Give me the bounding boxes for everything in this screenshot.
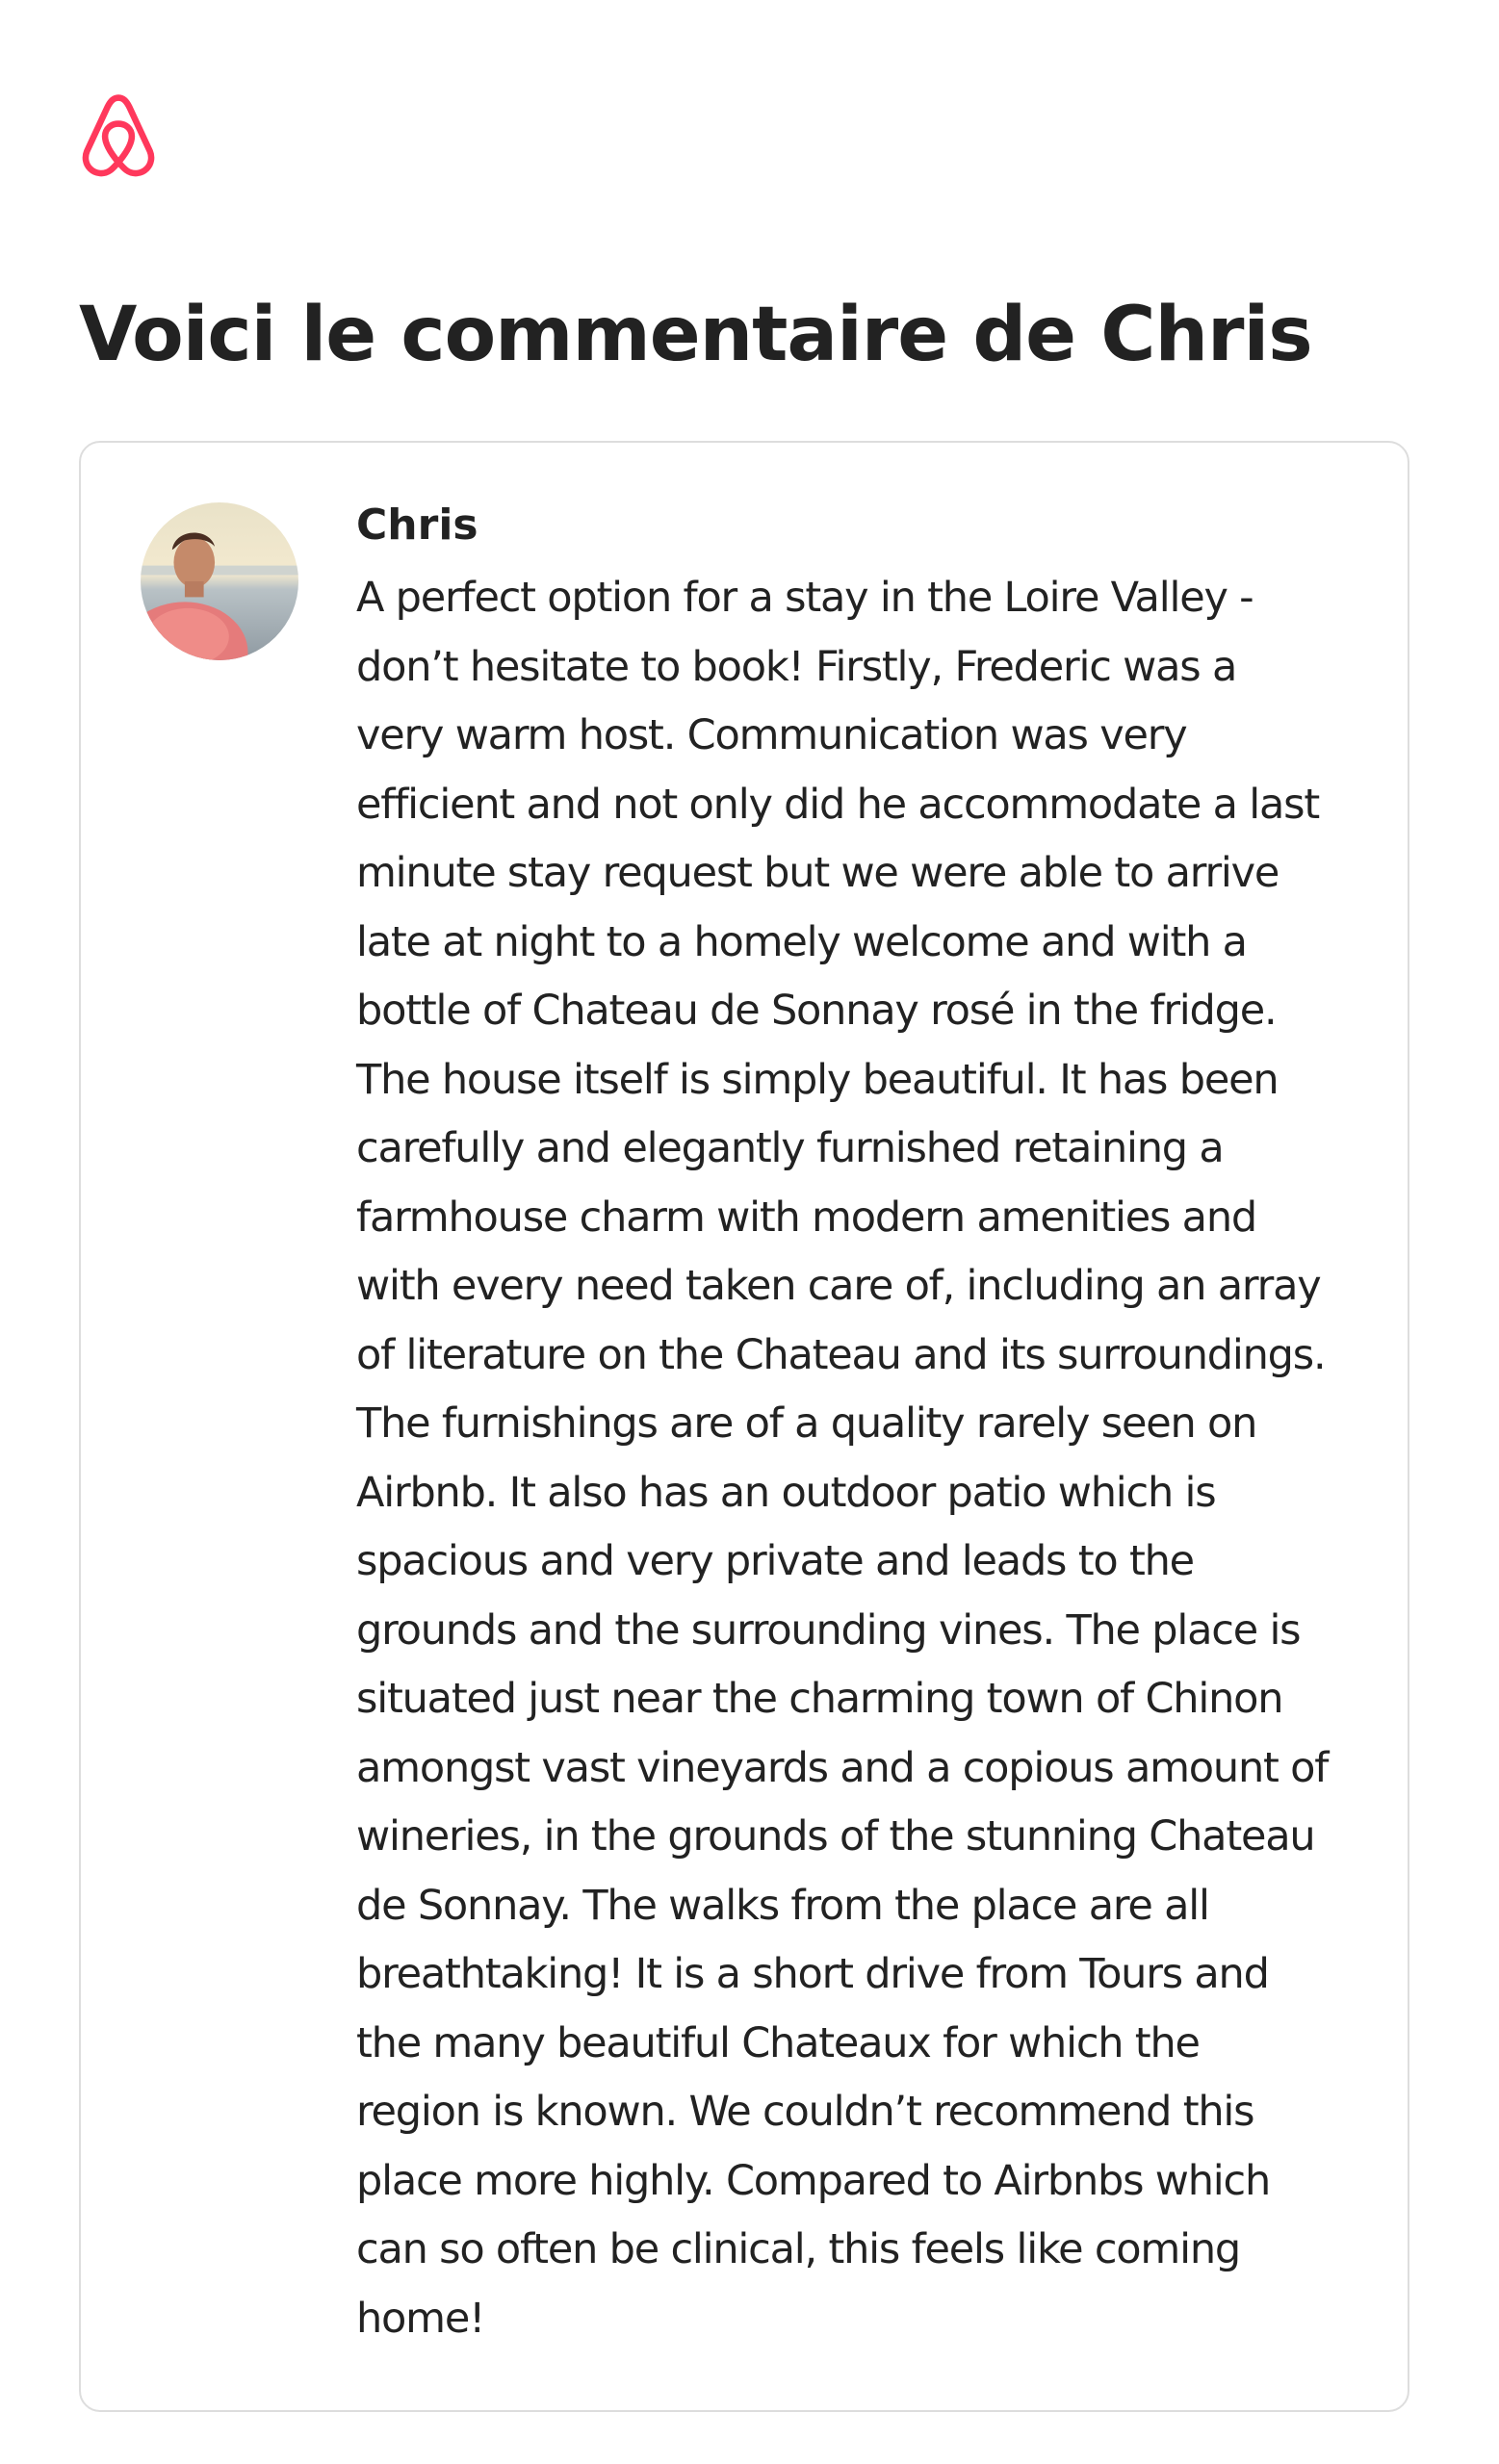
review-text-line: amongst vast vineyards and a copious amount of (356, 1743, 1329, 1792)
reviewer-avatar[interactable] (141, 502, 298, 660)
review-text-line: very warm host. Communication was very (356, 711, 1187, 759)
review-card (79, 441, 1409, 2412)
review-text-line: region is known. We couldn’t recommend this (356, 2088, 1254, 2136)
review-text-line: spacious and very private and leads to the (356, 1537, 1194, 1585)
review-text-line: breathtaking! It is a short drive from Tours and (356, 1950, 1269, 1998)
review-text-line: can so often be clinical, this feels like coming (356, 2225, 1240, 2273)
review-text-line: minute stay request but we were able to arrive (356, 849, 1279, 897)
review-text-line: of literature on the Chateau and its surroundings. (356, 1330, 1326, 1379)
review-text-line: farmhouse charm with modern amenities and (356, 1193, 1256, 1242)
review-text-line: A perfect option for a stay in the Loire Valley - (356, 574, 1253, 622)
review-text-line: The furnishings are of a quality rarely seen on (356, 1399, 1257, 1448)
review-text-line: de Sonnay. The walks from the place are all (356, 1881, 1209, 1930)
review-text-line: late at night to a homely welcome and with a (356, 917, 1247, 966)
review-text-line: place more highly. Compared to Airbnbs which (356, 2156, 1271, 2205)
review-text-line: home! (356, 2294, 485, 2343)
page-title: Voici le commentaire de Chris (79, 292, 1312, 378)
review-text-line: efficient and not only did he accommodate a last (356, 780, 1319, 829)
airbnb-logo-icon[interactable] (79, 91, 158, 178)
review-text (356, 564, 1357, 2353)
reviewer-name[interactable]: Chris (356, 500, 478, 550)
review-text-line: Airbnb. It also has an outdoor patio which is (356, 1468, 1216, 1517)
review-text-line: The house itself is simply beautiful. It has been (356, 1055, 1279, 1104)
review-text-line: with every need taken care of, including an array (356, 1262, 1321, 1310)
review-text-line: don’t hesitate to book! Firstly, Frederic was a (356, 642, 1237, 691)
review-text-line: the many beautiful Chateaux for which the (356, 2018, 1200, 2067)
review-text-line: carefully and elegantly furnished retaining a (356, 1124, 1224, 1172)
review-text-line: wineries, in the grounds of the stunning Chateau (356, 1812, 1315, 1861)
review-text-line: grounds and the surrounding vines. The place is (356, 1605, 1301, 1655)
review-body (356, 497, 1357, 2353)
review-text-line: situated just near the charming town of Chinon (356, 1675, 1283, 1723)
review-text-line: bottle of Chateau de Sonnay rosé in the fridge. (356, 987, 1277, 1035)
